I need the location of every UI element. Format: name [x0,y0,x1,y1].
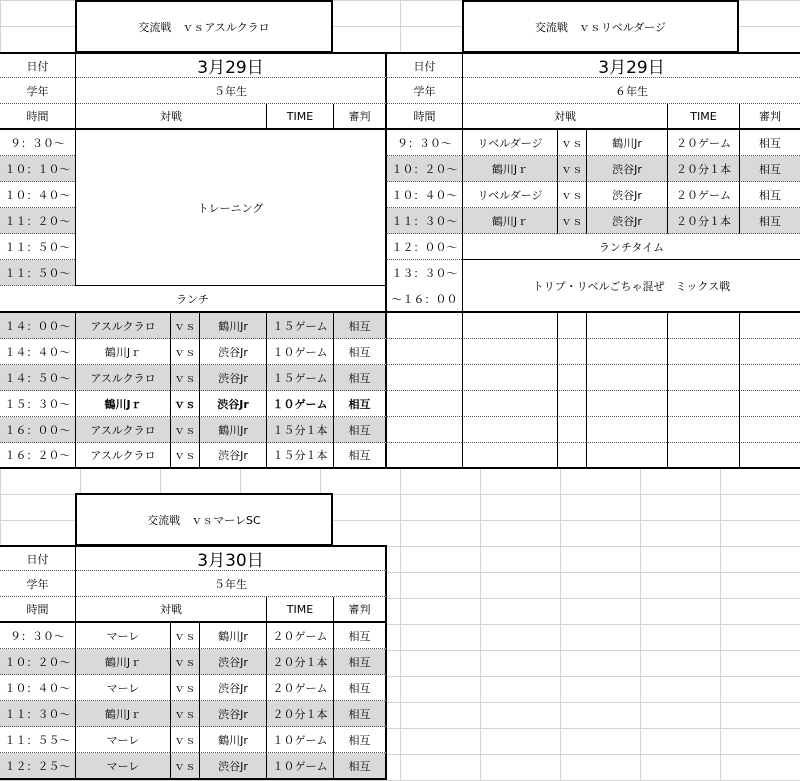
sheet1-row-referee: 相互 [333,443,387,469]
empty-cell [387,365,462,391]
sheet2-row-time: １０：４０～ [387,182,462,208]
empty-cell [739,417,800,443]
sheet1-training: トレーニング [75,130,387,286]
sheet2-row-team-a: リベルダージ [462,182,557,208]
sheet3-timelen-header: TIME [266,597,333,623]
sheet2-lunch-time: １２：００～ [387,234,462,260]
sheet2-row-team-b: 渋谷Jr [586,156,667,182]
empty-cell [557,365,586,391]
sheet3-row-team-b: 渋谷Jr [199,753,266,780]
empty-cell [557,313,586,339]
empty-cell [387,443,462,469]
empty-cell [462,339,557,365]
sheet1-row-team-a: アスルクラロ [75,365,170,391]
sheet3-grade-label: 学年 [0,571,75,597]
empty-cell [462,443,557,469]
sheet1-time-header: 時間 [0,104,75,130]
sheet1-row-team-b: 鶴川Jr [199,417,266,443]
empty-cell [586,417,667,443]
sheet3-row-team-a: マーレ [75,623,170,649]
sheet2-grade-label: 学年 [387,78,462,104]
sheet1-grade: ５年生 [75,78,387,104]
sheet1-row-team-b: 鶴川Jr [199,313,266,339]
sheet1-row-team-a: アスルクラロ [75,443,170,469]
sheet1-match-header: 対戦 [75,104,266,130]
sheet1-row-team-a: 鶴川Jｒ [75,339,170,365]
sheet2-match-header: 対戦 [462,104,667,130]
sheet3-row-team-a: マーレ [75,675,170,701]
sheet3-row-team-a: 鶴川Jｒ [75,701,170,727]
sheet3-row-time: １０：２０～ [0,649,75,675]
sheet1-row-team-a: アスルクラロ [75,313,170,339]
sheet1-row-time: １６：２０～ [0,443,75,469]
sheet3-row-time: １２：２５～ [0,753,75,780]
sheet2-row-time: ９：３０～ [387,130,462,156]
sheet3-row-length: １０ゲーム [266,727,333,753]
empty-cell [557,417,586,443]
empty-cell [667,339,739,365]
sheet3-grade: ５年生 [75,571,387,597]
sheet1-date: 3月29日 [75,52,387,78]
sheet1-row-referee: 相互 [333,417,387,443]
sheet3-row-referee: 相互 [333,727,387,753]
empty-cell [667,313,739,339]
sheet3-row-length: ２０分１本 [266,649,333,675]
empty-cell [387,313,462,339]
sheet2-row-length: ２０分１本 [667,156,739,182]
empty-cell [462,417,557,443]
empty-cell [462,313,557,339]
sheet3-row-time: １１：３０～ [0,701,75,727]
sheet3-time-header: 時間 [0,597,75,623]
empty-cell [387,417,462,443]
sheet3-row-time: ９：３０～ [0,623,75,649]
sheet2-row-referee: 相互 [739,182,800,208]
sheet3-title: 交流戦 ｖｓマーレSC [75,493,333,545]
sheet1-row-time: １６：００～ [0,417,75,443]
sheet1-row-team-b: 渋谷Jr [199,443,266,469]
sheet1-row-vs: ｖｓ [170,391,199,417]
sheet1-row-referee: 相互 [333,313,387,339]
sheet2-mix-time-end: ～１６：００ [387,286,462,313]
empty-cell [739,339,800,365]
sheet1-row-vs: ｖｓ [170,417,199,443]
sheet3-row-referee: 相互 [333,753,387,780]
sheet1-row-vs: ｖｓ [170,313,199,339]
sheet2-lunch: ランチタイム [462,234,800,260]
sheet1-row-time: １４：００～ [0,313,75,339]
sheet3-row-team-b: 鶴川Jr [199,623,266,649]
sheet1-am-time: ９：３０～ [0,130,75,156]
sheet3-row-team-b: 渋谷Jr [199,675,266,701]
empty-cell [557,443,586,469]
sheet1-row-vs: ｖｓ [170,365,199,391]
sheet2-title: 交流戦 ｖｓリベルダージ [462,0,739,52]
sheet2-row-time: １１：３０～ [387,208,462,234]
sheet3-date: 3月30日 [75,545,387,571]
empty-cell [387,391,462,417]
sheet1-referee-header: 審判 [333,104,387,130]
sheet1-row-team-b: 渋谷Jr [199,365,266,391]
sheet3-row-time: １１：５５～ [0,727,75,753]
sheet1-row-time: １５：３０～ [0,391,75,417]
empty-cell [586,313,667,339]
sheet3-row-time: １０：４０～ [0,675,75,701]
sheet3-row-vs: ｖｓ [170,675,199,701]
sheet2-row-length: ２０ゲーム [667,130,739,156]
sheet2-row-referee: 相互 [739,156,800,182]
sheet2-row-team-a: リベルダージ [462,130,557,156]
sheet3-row-team-a: マーレ [75,753,170,780]
sheet2-row-team-b: 鶴川Jr [586,130,667,156]
empty-cell [739,313,800,339]
sheet1-row-vs: ｖｓ [170,443,199,469]
sheet3-row-vs: ｖｓ [170,753,199,780]
empty-cell [557,339,586,365]
sheet2-referee-header: 審判 [739,104,800,130]
sheet3-row-length: ２０ゲーム [266,675,333,701]
sheet2-time-header: 時間 [387,104,462,130]
sheet2-row-team-a: 鶴川Jｒ [462,156,557,182]
sheet3-row-vs: ｖｓ [170,727,199,753]
sheet2-row-team-b: 渋谷Jr [586,182,667,208]
sheet2-row-vs: ｖｓ [557,156,586,182]
empty-cell [586,391,667,417]
sheet1-row-length: １５分１本 [266,417,333,443]
sheet1-row-team-b: 渋谷Jr [199,339,266,365]
sheet1-row-team-a: アスルクラロ [75,417,170,443]
sheet1-row-referee: 相互 [333,339,387,365]
sheet1-row-vs: ｖｓ [170,339,199,365]
sheet2-row-length: ２０ゲーム [667,182,739,208]
sheet2-row-vs: ｖｓ [557,208,586,234]
sheet3-row-referee: 相互 [333,675,387,701]
empty-cell [739,443,800,469]
sheet1-am-time: １１：２０～ [0,208,75,234]
sheet1-am-time: １１：５０～ [0,260,75,286]
sheet3-row-team-a: 鶴川Jｒ [75,649,170,675]
empty-cell [586,339,667,365]
sheet1-row-team-a: 鶴川Jｒ [75,391,170,417]
sheet1-row-length: １５ゲーム [266,365,333,391]
sheet2-row-referee: 相互 [739,130,800,156]
empty-cell [667,365,739,391]
empty-cell [667,391,739,417]
sheet3-row-vs: ｖｓ [170,623,199,649]
sheet2-timelen-header: TIME [667,104,739,130]
empty-cell [586,365,667,391]
empty-cell [586,443,667,469]
empty-cell [462,391,557,417]
sheet3-row-length: １０ゲーム [266,753,333,780]
sheet3-row-team-b: 渋谷Jr [199,701,266,727]
sheet2-row-length: ２０分１本 [667,208,739,234]
sheet3-referee-header: 審判 [333,597,387,623]
sheet2-row-vs: ｖｓ [557,130,586,156]
sheet2-date-label: 日付 [387,52,462,78]
empty-cell [387,339,462,365]
sheet3-row-team-b: 鶴川Jr [199,727,266,753]
sheet1-row-length: １５分１本 [266,443,333,469]
sheet1-grade-label: 学年 [0,78,75,104]
sheet1-am-time: １０：１０～ [0,156,75,182]
sheet1-row-length: １０ゲーム [266,339,333,365]
sheet2-mix-game: トリプ・リベルごちゃ混ぜ ミックス戦 [462,260,800,313]
sheet3-match-header: 対戦 [75,597,266,623]
sheet1-row-time: １４：４０～ [0,339,75,365]
empty-cell [667,443,739,469]
sheet1-row-referee: 相互 [333,365,387,391]
sheet3-row-referee: 相互 [333,701,387,727]
sheet3-date-label: 日付 [0,545,75,571]
sheet2-mix-time-start: １３：３０～ [387,260,462,286]
sheet1-row-referee: 相互 [333,391,387,417]
sheet3-row-length: ２０分１本 [266,701,333,727]
empty-cell [557,391,586,417]
sheet2-row-team-b: 渋谷Jr [586,208,667,234]
sheet1-lunch: ランチ [0,286,387,313]
empty-cell [462,365,557,391]
sheet1-am-time: １０：４０～ [0,182,75,208]
sheet1-title: 交流戦 ｖｓアスルクラロ [75,0,333,52]
empty-cell [739,365,800,391]
sheet3-row-team-a: マーレ [75,727,170,753]
sheet2-row-vs: ｖｓ [557,182,586,208]
sheet3-row-referee: 相互 [333,649,387,675]
sheet1-row-length: １０ゲーム [266,391,333,417]
sheet1-timelen-header: TIME [266,104,333,130]
sheet1-am-time: １１：５０～ [0,234,75,260]
empty-cell [667,417,739,443]
sheet3-row-referee: 相互 [333,623,387,649]
sheet2-row-time: １０：２０～ [387,156,462,182]
empty-cell [739,391,800,417]
sheet2-row-referee: 相互 [739,208,800,234]
sheet2-row-team-a: 鶴川Jｒ [462,208,557,234]
sheet3-row-length: ２０ゲーム [266,623,333,649]
sheet1-row-team-b: 渋谷Jr [199,391,266,417]
sheet2-date: 3月29日 [462,52,800,78]
sheet1-row-length: １５ゲーム [266,313,333,339]
sheet2-grade: ６年生 [462,78,800,104]
sheet1-date-label: 日付 [0,52,75,78]
sheet3-row-team-b: 渋谷Jr [199,649,266,675]
sheet1-row-time: １４：５０～ [0,365,75,391]
sheet3-row-vs: ｖｓ [170,649,199,675]
sheet3-row-vs: ｖｓ [170,701,199,727]
